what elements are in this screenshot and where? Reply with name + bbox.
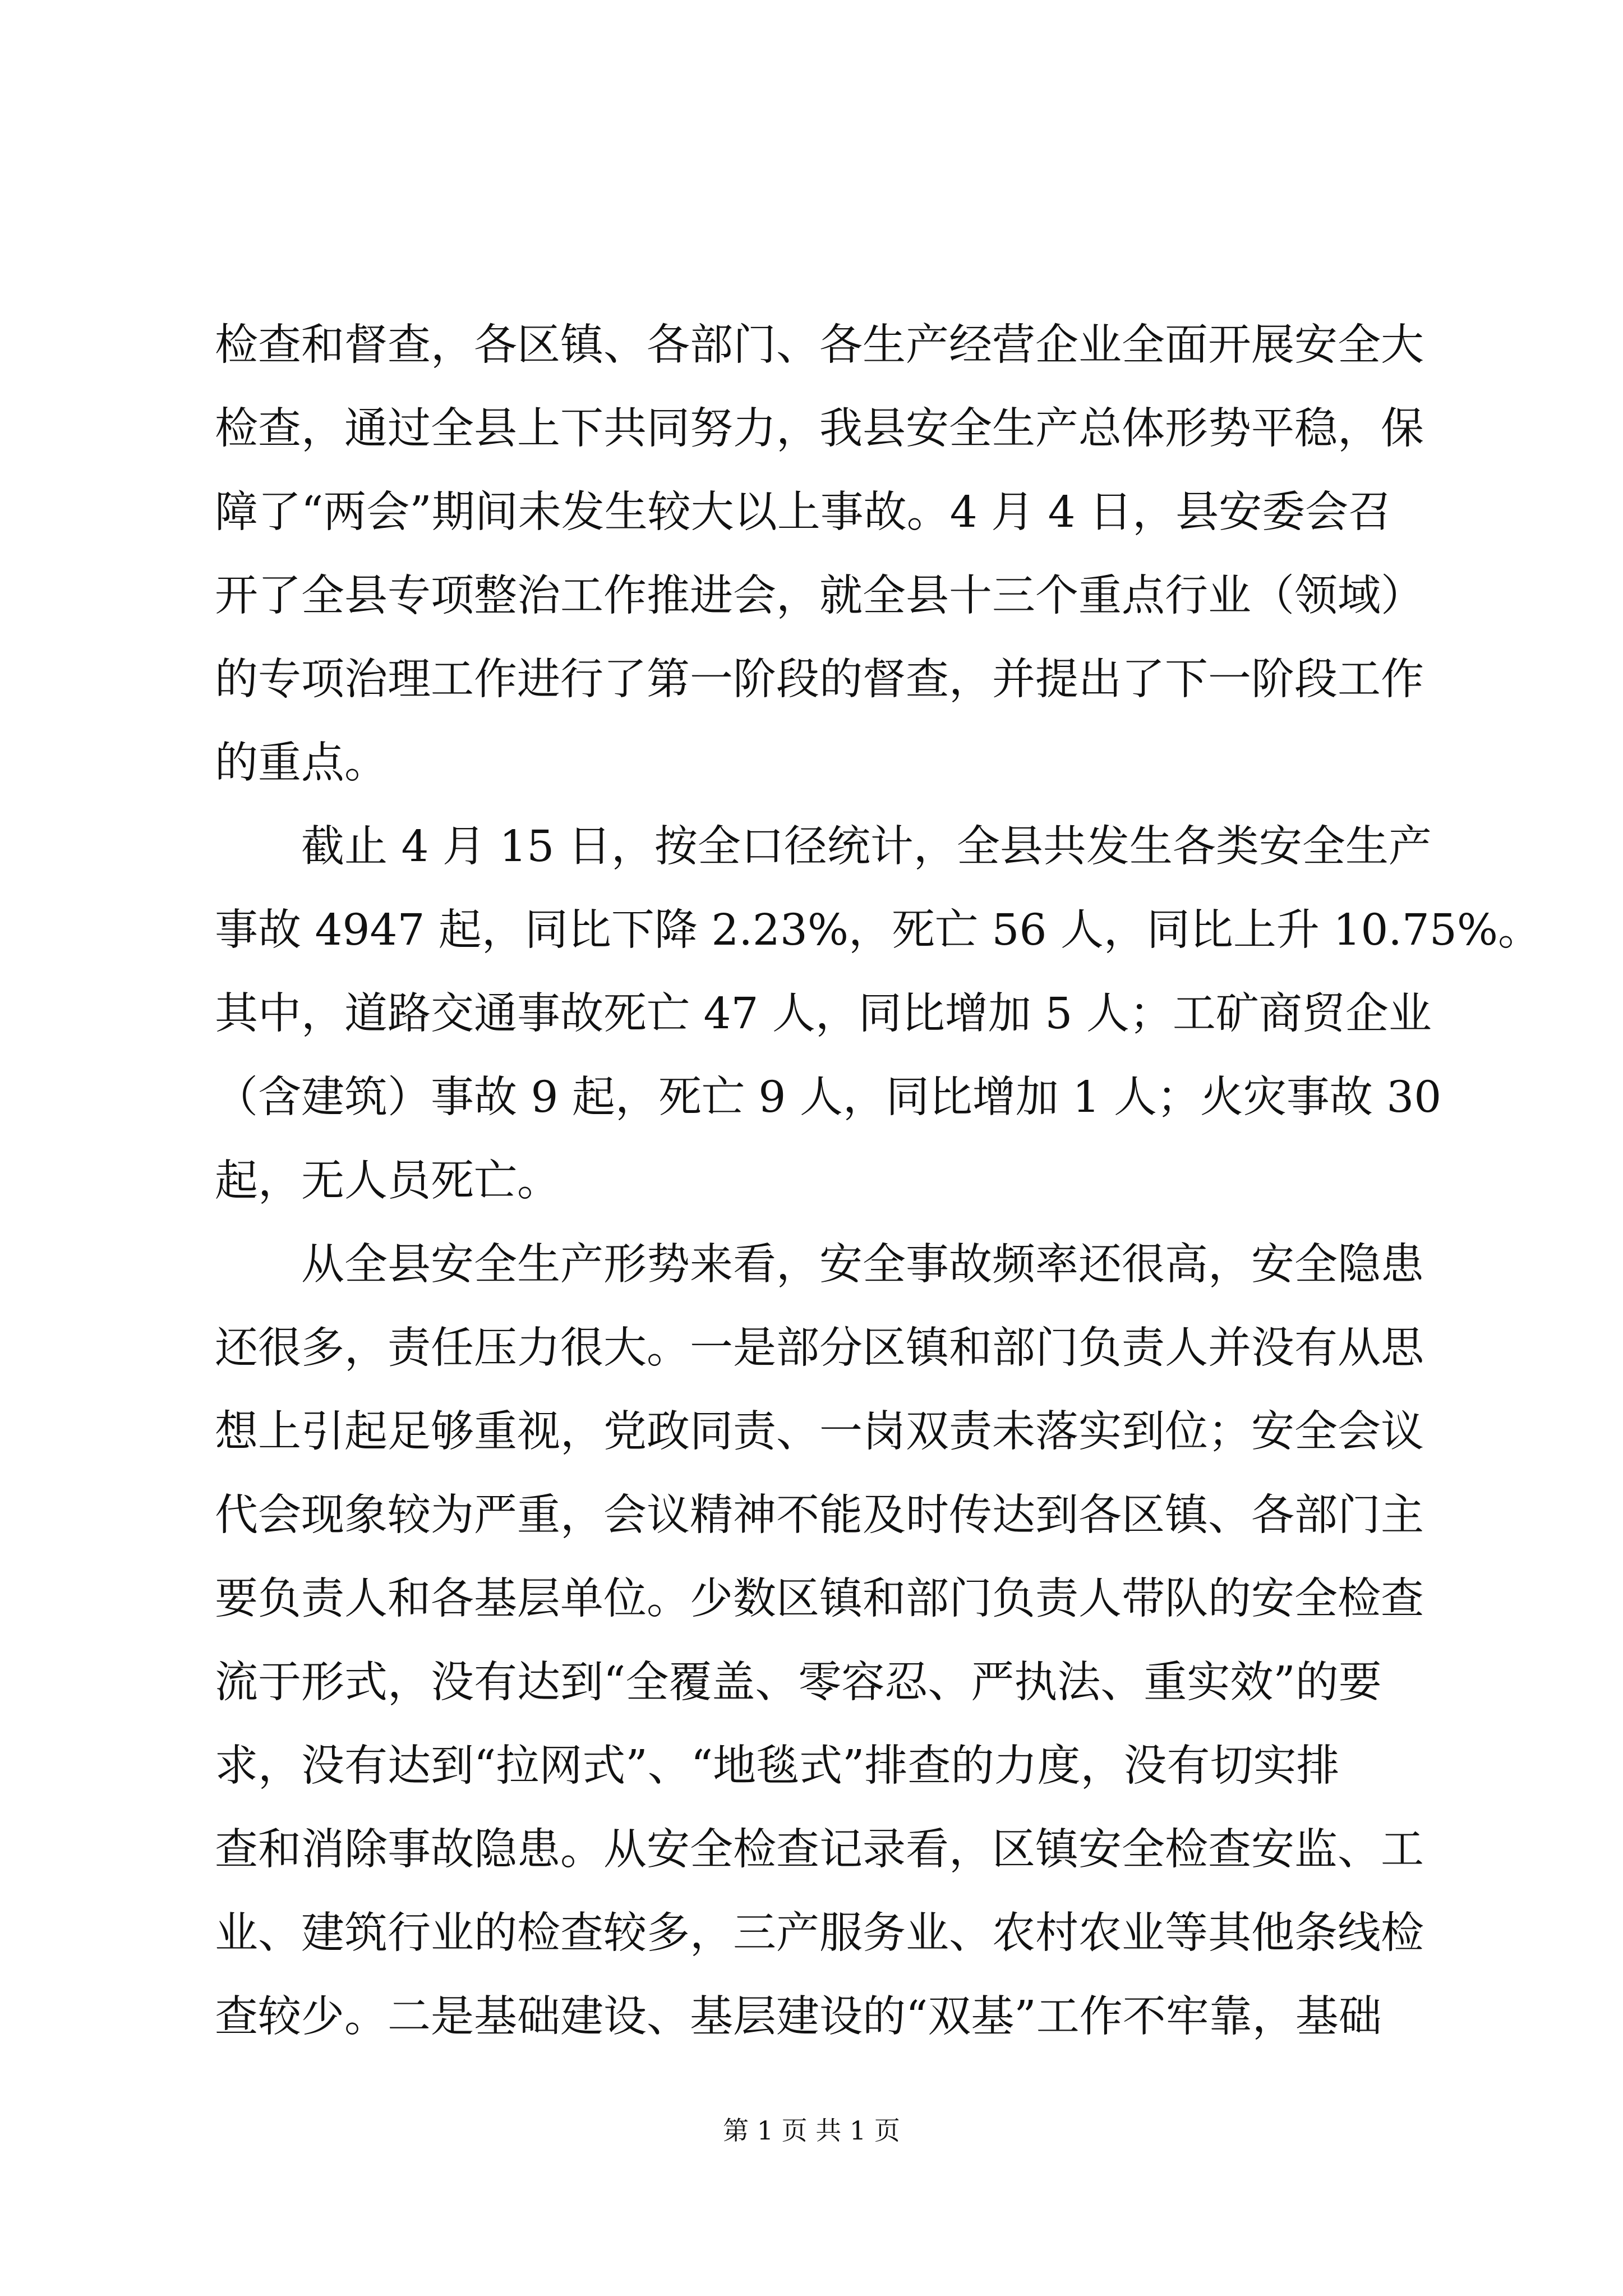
text-line: （含建筑）事故 9 起，死亡 9 人，同比增加 1 人；火灾事故 30 [215, 1073, 1442, 1122]
text-line: 要负责人和各基层单位。少数区镇和部门负责人带队的安全检查 [215, 1574, 1424, 1624]
text-line: 检查，通过全县上下共同努力，我县安全生产总体形势平稳，保 [215, 404, 1424, 454]
text-line: 求，没有达到“拉网式”、“地毯式”排查的力度，没有切实排 [215, 1741, 1340, 1791]
text-line: 检查和督查，各区镇、各部门、各生产经营企业全面开展安全大 [215, 320, 1424, 370]
text-line: 障了“两会”期间未发生较大以上事故。4 月 4 日，县安委会召 [215, 487, 1392, 537]
text-line: 代会现象较为严重，会议精神不能及时传达到各区镇、各部门主 [215, 1490, 1424, 1540]
text-line: 查和消除事故隐患。从安全检查记录看，区镇安全检查安监、工 [215, 1825, 1424, 1875]
text-line: 的重点。 [215, 738, 388, 788]
text-line: 的专项治理工作进行了第一阶段的督查，并提出了下一阶段工作 [215, 655, 1424, 705]
text-line: 起，无人员死亡。 [215, 1156, 560, 1206]
text-line: 流于形式，没有达到“全覆盖、零容忍、严执法、重实效”的要 [215, 1658, 1382, 1708]
text-line: 截止 4 月 15 日，按全口径统计，全县共发生各类安全生产 [215, 822, 1432, 872]
text-line: 从全县安全生产形势来看，安全事故频率还很高，安全隐患 [215, 1240, 1424, 1290]
document-body [215, 303, 1542, 2059]
text-line: 其中，道路交通事故死亡 47 人，同比增加 5 人；工矿商贸企业 [215, 989, 1432, 1039]
text-line: 想上引起足够重视，党政同责、一岗双责未落实到位；安全会议 [215, 1407, 1424, 1457]
text-line: 业、建筑行业的检查较多，三产服务业、农村农业等其他条线检 [215, 1908, 1424, 1958]
text-line: 事故 4947 起，同比下降 2.23%，死亡 56 人，同比上升 10.75%。 [215, 905, 1542, 955]
text-line: 开了全县专项整治工作推进会，就全县十三个重点行业（领域） [215, 571, 1424, 621]
text-line: 查较少。二是基础建设、基层建设的“双基”工作不牢靠，基础 [215, 1992, 1382, 2042]
text-line: 还很多，责任压力很大。一是部分区镇和部门负责人并没有从思 [215, 1323, 1424, 1373]
page-footer: 第 1 页 共 1 页 [723, 2115, 900, 2146]
